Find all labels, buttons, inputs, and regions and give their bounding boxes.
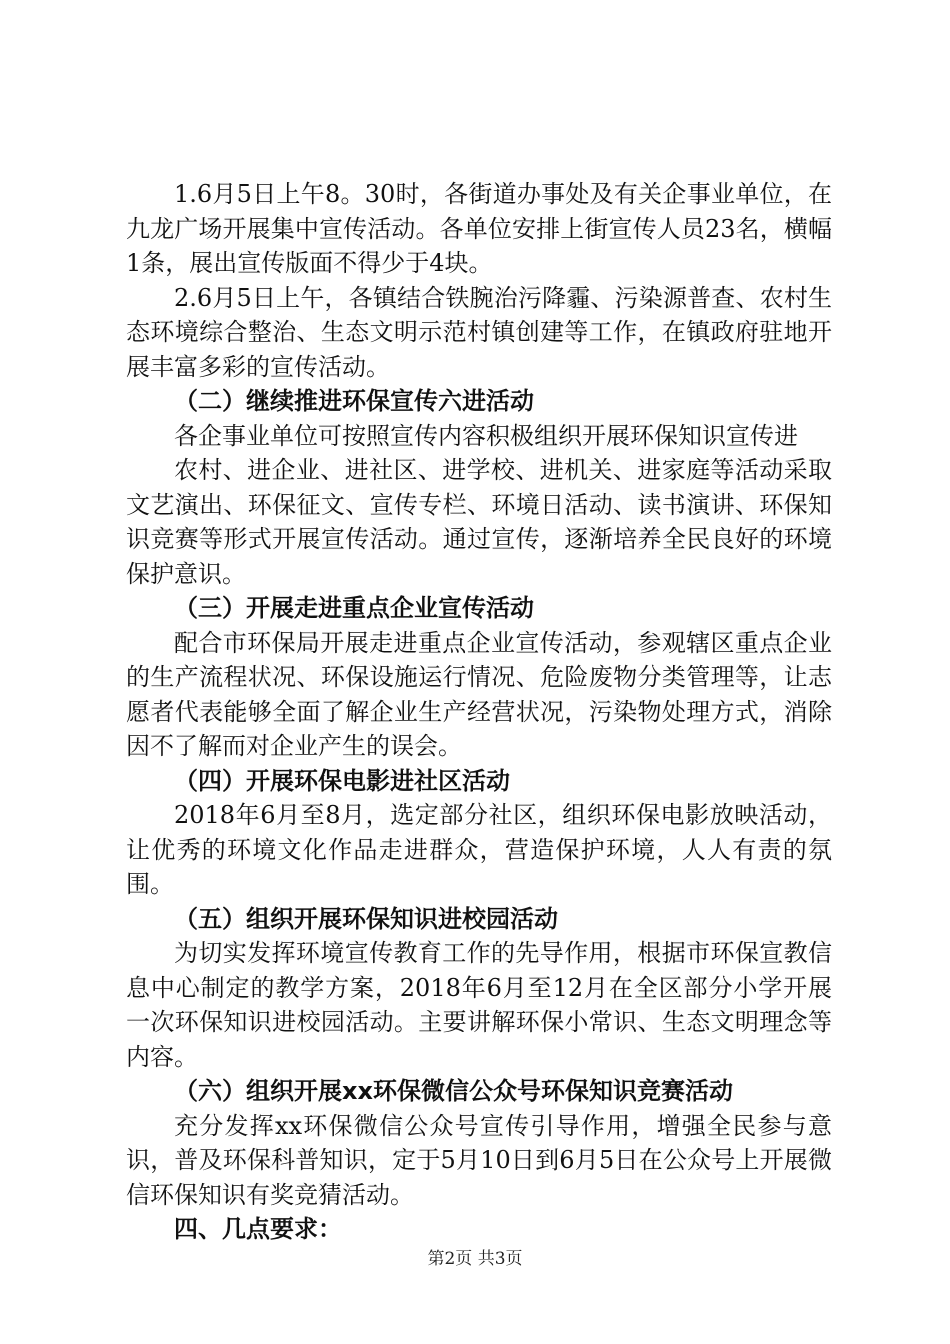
paragraph-six-entries-detail: 农村、进企业、进社区、进学校、进机关、进家庭等活动采取文艺演出、环保征文、宣传专栏、环境日活动、读书演讲、环保知识竞赛等形式开展宣传活动。通过宣传，逐渐培养全民良好的环境保护意识。 xyxy=(126,456,832,588)
paragraph-enterprise-visit: 配合市环保局开展走进重点企业宣传活动，参观辖区重点企业的生产流程状况、环保设施运行情况、危险废物分类管理等，让志愿者代表能够全面了解企业生产经营状况，污染物处理方式，消除因不了解而对企业产生的误会。 xyxy=(126,628,832,760)
paragraph-item-1: 1.6月5日上午8。30时，各街道办事处及有关企事业单位，在九龙广场开展集中宣传活动。各单位安排上街宣传人员23名，横幅1条，展出宣传版面不得少于4块。 xyxy=(126,180,832,277)
paragraph-movie-community: 2018年6月至8月，选定部分社区，组织环保电影放映活动，让优秀的环境文化作品走进群众，营造保护环境，人人有责的氛围。 xyxy=(126,801,832,898)
page-number-footer: 第2页 共3页 xyxy=(427,1249,523,1269)
section-heading-2: （二）继续推进环保宣传六进活动 xyxy=(174,387,534,415)
paragraph-six-entries-intro: 各企事业单位可按照宣传内容积极组织开展环保知识宣传进 xyxy=(174,421,798,450)
paragraph-item-2: 2.6月5日上午，各镇结合铁腕治污降霾、污染源普查、农村生态环境综合整治、生态文明示范村镇创建等工作，在镇政府驻地开展丰富多彩的宣传活动。 xyxy=(126,283,832,381)
section-heading-5: （五）组织开展环保知识进校园活动 xyxy=(174,904,558,933)
section-heading-6: （六）组织开展xx环保微信公众号环保知识竞赛活动 xyxy=(174,1077,733,1105)
paragraph-campus-activity: 为切实发挥环境宣传教育工作的先导作用，根据市环保宣教信息中心制定的教学方案，2018年6月至12月在全区部分小学开展一次环保知识进校园活动。主要讲解环保小常识、生态文明理念等内容。 xyxy=(126,939,832,1071)
section-heading-4: （四）开展环保电影进社区活动 xyxy=(174,766,510,795)
document-body xyxy=(126,177,832,1247)
paragraph-wechat-contest: 充分发挥xx环保微信公众号宣传引导作用，增强全民参与意识，普及环保科普知识，定于5月10日到6月5日在公众号上开展微信环保知识有奖竞猜活动。 xyxy=(126,1111,832,1209)
section-heading-requirements: 四、几点要求： xyxy=(174,1215,342,1243)
section-heading-3: （三）开展走进重点企业宣传活动 xyxy=(174,594,534,622)
